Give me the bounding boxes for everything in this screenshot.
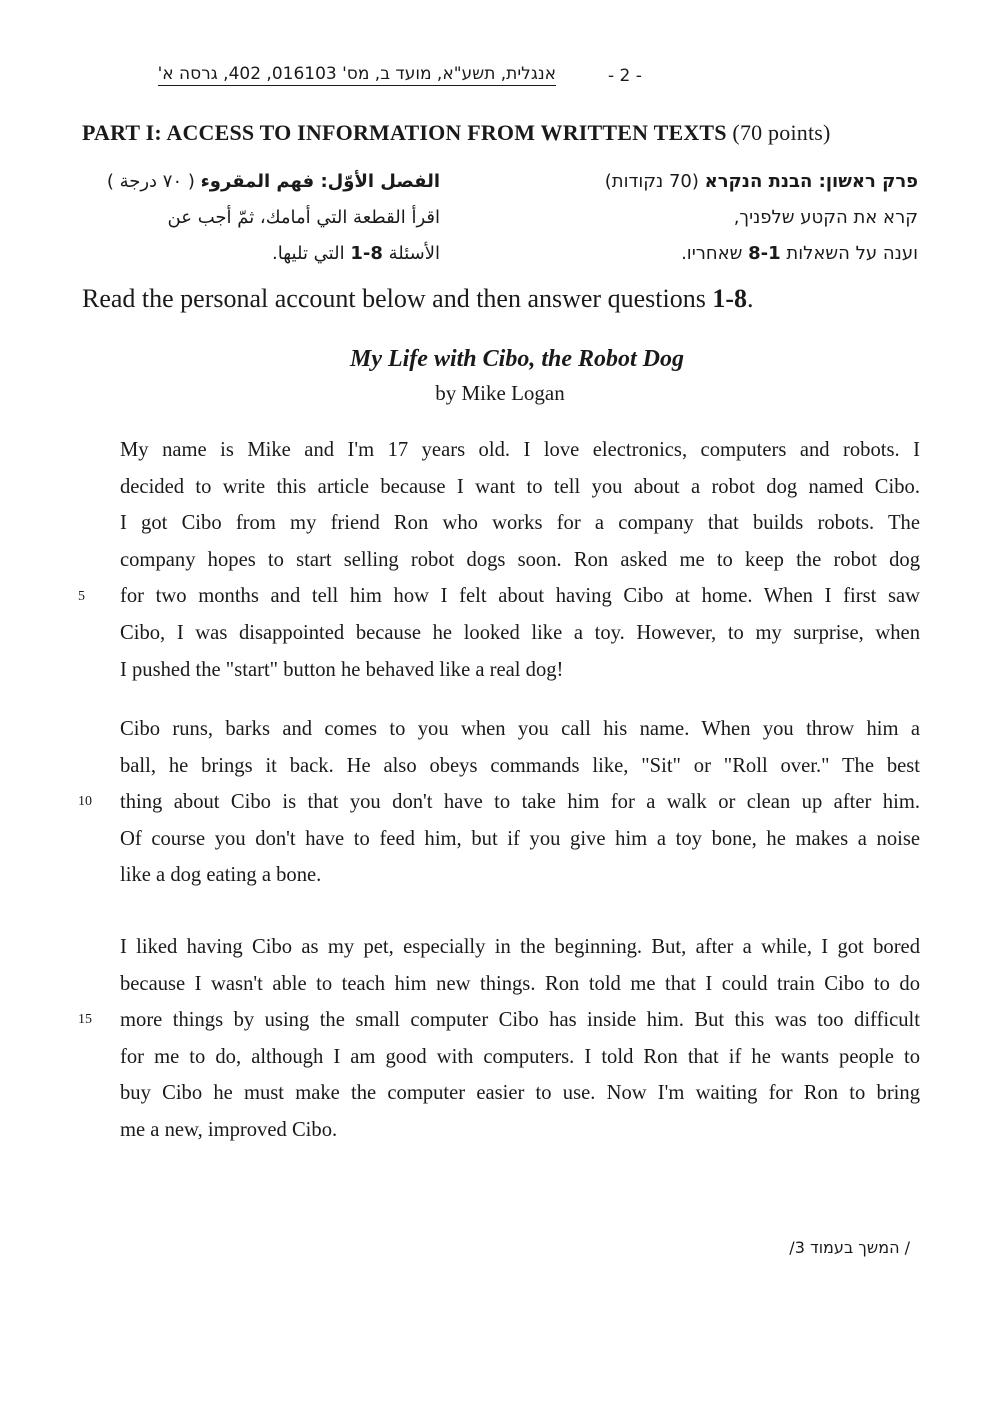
text-line: decided to write this article because I want to tell you about a robot dog named Cibo. — [120, 475, 920, 498]
text-line: thing about Cibo is that you don't have to take him for a walk or clean up after him. — [120, 791, 920, 814]
continued-note: / המשך בעמוד 3/ — [789, 1238, 910, 1257]
text-line: buy Cibo he must make the computer easier to use. Now I'm waiting for Ron to bring — [120, 1082, 920, 1105]
text-line: more things by using the small computer Cibo has inside him. But this was too difficult — [120, 1009, 920, 1032]
hebrew-instructions — [548, 164, 918, 272]
text-line: me a new, improved Cibo. — [120, 1118, 338, 1141]
arabic-instr-line-2: اقرأ القطعة التي أمامك، ثمّ أجب عن — [167, 207, 440, 228]
hebrew-part-heading: פרק ראשון: הבנת הנקרא — [704, 171, 918, 192]
page-number: - 2 - — [608, 66, 642, 86]
text-line: like a dog eating a bone. — [120, 864, 322, 887]
article-title: My Life with Cibo, the Robot Dog — [349, 346, 684, 372]
part-title — [82, 120, 920, 146]
line-number-15: 15 — [78, 1012, 92, 1027]
hebrew-points: (70 נקודות) — [604, 171, 699, 192]
reading-instruction-text: Read the personal account below and then answer questions — [82, 284, 713, 313]
arabic-question-range: 8-1 — [350, 243, 383, 264]
part-title-text: PART I: ACCESS TO INFORMATION FROM WRITTEN TEXTS — [82, 120, 727, 145]
arabic-instr-line-3-a: الأسئلة — [382, 243, 440, 264]
text-line: company hopes to start selling robot dogs soon. Ron asked me to keep the robot dog — [120, 548, 920, 571]
arabic-points: ( ٧٠ درجة ) — [106, 171, 195, 192]
arabic-instructions — [70, 164, 440, 272]
text-line: for two months and tell him how I felt about having Cibo at home. When I first saw — [120, 585, 920, 608]
reading-instruction — [82, 284, 922, 314]
text-line: I liked having Cibo as my pet, especially in the beginning. But, after a while, I got bored — [120, 936, 920, 958]
arabic-instr-line-1 — [70, 164, 440, 200]
text-line: because I wasn't able to teach him new things. Ron told me that I could train Cibo to do — [120, 972, 920, 995]
article-paragraph-1 — [120, 432, 920, 688]
text-line: My name is Mike and I'm 17 years old. I love electronics, computers and robots. I — [120, 439, 920, 461]
text-line: I got Cibo from my friend Ron who works for a company that builds robots. The — [120, 512, 920, 535]
text-line: Of course you don't have to feed him, but if you give him a toy bone, he makes a noise — [120, 827, 920, 850]
exam-header-text: אנגלית, תשע"א, מועד ב, מס' 016103, 402, גרסה א' — [157, 64, 556, 84]
arabic-instr-line-3 — [70, 236, 440, 272]
hebrew-question-range: 8-1 — [748, 243, 781, 264]
text-line: Cibo, I was disappointed because he looked like a toy. However, to my surprise, when — [120, 621, 920, 644]
reading-instruction-end: . — [746, 284, 754, 313]
hebrew-instr-line-3 — [548, 236, 918, 272]
hebrew-instr-line-2: קרא את הקטע שלפניך, — [733, 207, 918, 228]
reading-question-range: 1-8 — [712, 284, 747, 313]
text-line: I pushed the "start" button he behaved like a real dog! — [120, 658, 564, 681]
line-number-10: 10 — [78, 794, 92, 809]
part-points: (70 points) — [732, 120, 831, 145]
article-paragraph-3 — [120, 929, 920, 1149]
arabic-part-heading: الفصل الأوّل: فهم المقروء — [200, 171, 440, 192]
exam-header-line — [78, 64, 556, 92]
hebrew-instr-line-1 — [548, 164, 918, 200]
text-line: Cibo runs, barks and comes to you when you call his name. When you throw him a — [120, 718, 920, 740]
hebrew-instr-line-3-b: שאחריו. — [681, 243, 749, 264]
text-line: for me to do, although I am good with computers. I told Ron that if he wants people to — [120, 1045, 920, 1068]
arabic-instr-line-3-b: التي تليها. — [272, 243, 351, 264]
article-paragraph-2 — [120, 711, 920, 894]
article-byline: by Mike Logan — [435, 381, 565, 405]
text-line: ball, he brings it back. He also obeys commands like, "Sit" or "Roll over." The best — [120, 754, 920, 777]
line-number-5: 5 — [78, 589, 85, 604]
hebrew-instr-line-3-a: וענה על השאלות — [780, 243, 918, 264]
